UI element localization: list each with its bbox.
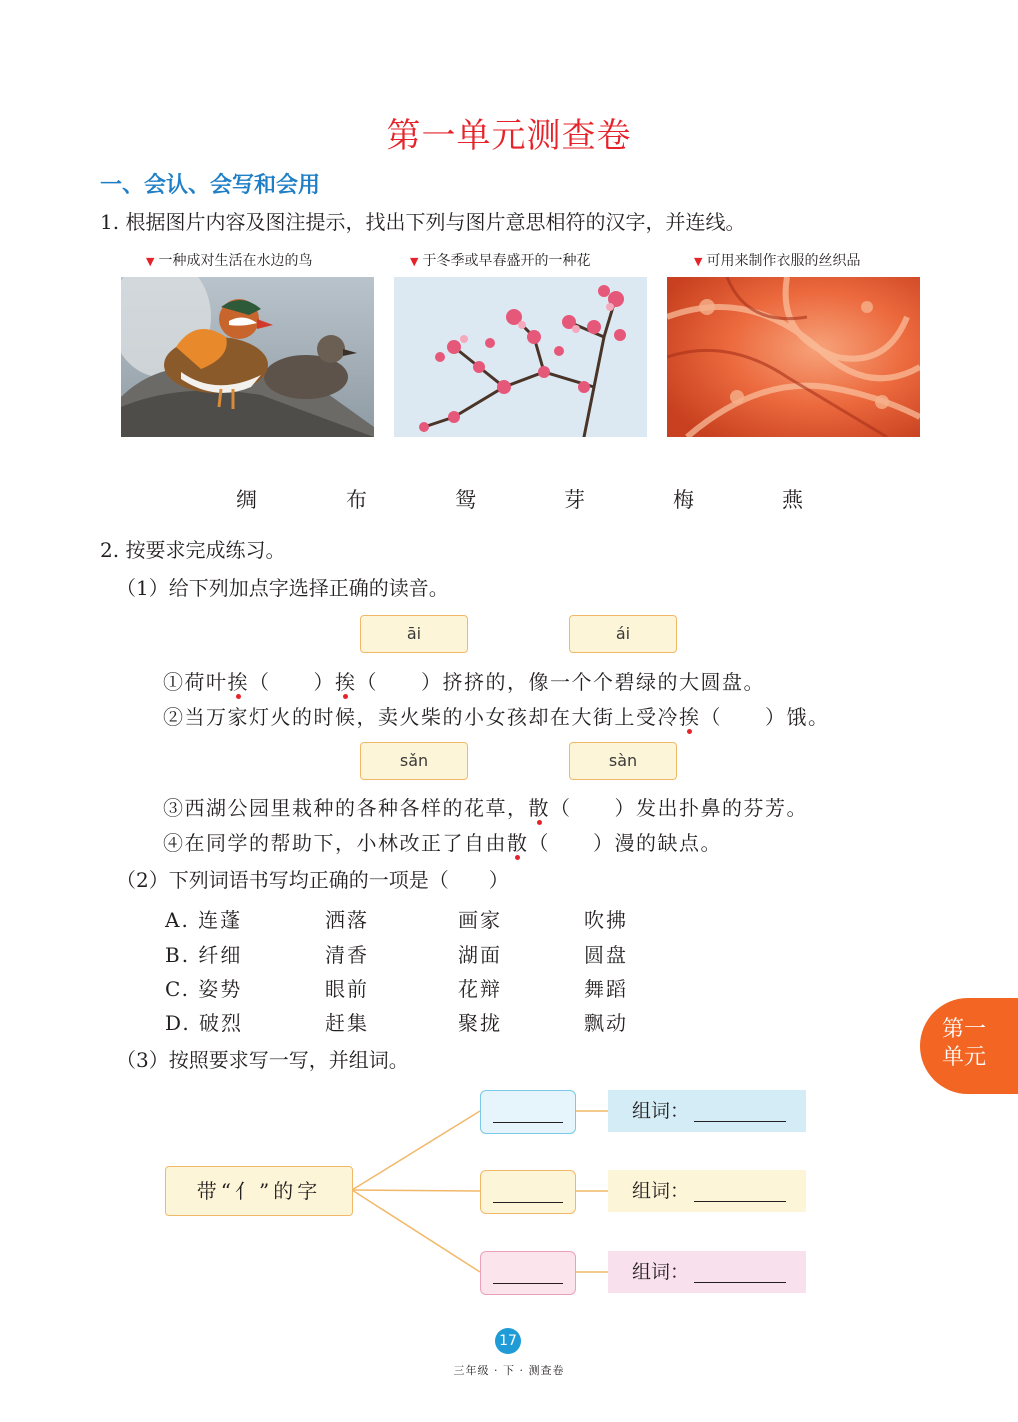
triangle-icon: ▼ xyxy=(146,255,155,268)
option-word: 飘动 xyxy=(584,1011,628,1035)
triangle-icon: ▼ xyxy=(694,255,703,268)
word-field-3[interactable]: 组词： xyxy=(608,1251,806,1293)
answer-blank[interactable]: （ ）发出扑鼻的芬芳。 xyxy=(550,796,808,820)
answer-blank[interactable]: （ ）挤挤的，像一个个碧绿的大圆盘。 xyxy=(356,670,765,694)
option-d[interactable]: D. 破烈 xyxy=(165,1011,244,1035)
option-word: 洒落 xyxy=(325,908,369,932)
option-word: 湖面 xyxy=(458,943,502,967)
question-1: 1. 根据图片内容及图注提示，找出下列与图片意思相符的汉字，并连线。 xyxy=(100,210,746,234)
sentence-4: ④在同学的帮助下，小林改正了自由散（ ）漫的缺点。 xyxy=(163,831,722,855)
char-item[interactable]: 芽 xyxy=(564,488,585,512)
triangle-icon: ▼ xyxy=(410,255,419,268)
char-item[interactable]: 梅 xyxy=(673,488,694,512)
page-title: 第一单元测查卷 xyxy=(386,116,632,156)
caption-1: ▼ 一种成对生活在水边的鸟 xyxy=(146,253,313,269)
word-field-1[interactable]: 组词： xyxy=(608,1090,806,1132)
option-b[interactable]: B. 纤细 xyxy=(165,943,243,967)
option-word: 圆盘 xyxy=(584,943,628,967)
char-item[interactable]: 燕 xyxy=(782,488,803,512)
option-word: 赶集 xyxy=(325,1011,369,1035)
option-word: 聚拢 xyxy=(458,1011,502,1035)
option-word: 花辩 xyxy=(458,977,502,1001)
dotted-char: 挨 xyxy=(227,670,249,694)
char-item[interactable]: 布 xyxy=(346,488,367,512)
radical-box: 带“亻”的字 xyxy=(165,1166,353,1216)
pinyin-option[interactable]: sàn xyxy=(569,742,677,780)
caption-2: ▼ 于冬季或早春盛开的一种花 xyxy=(410,253,591,269)
part-1-label: （1）给下列加点字选择正确的读音。 xyxy=(116,576,449,600)
char-blank-1[interactable] xyxy=(480,1090,576,1134)
sentence-1: ①荷叶挨（ ）挨（ ）挤挤的，像一个个碧绿的大圆盘。 xyxy=(163,670,765,694)
pinyin-option[interactable]: sǎn xyxy=(360,742,468,780)
dotted-char: 散 xyxy=(528,796,550,820)
section-heading: 一、会认、会写和会用 xyxy=(100,173,321,198)
part-3-label: （3）按照要求写一写，并组词。 xyxy=(116,1048,409,1072)
option-word: 画家 xyxy=(458,908,502,932)
part-2-label: （2）下列词语书写均正确的一项是（ ） xyxy=(116,868,509,892)
pinyin-option[interactable]: āi xyxy=(360,615,468,653)
option-word: 清香 xyxy=(325,943,369,967)
dotted-char: 挨 xyxy=(679,705,701,729)
page-number: 17 xyxy=(495,1328,521,1354)
footer-text: 三年级 · 下 · 测查卷 xyxy=(453,1364,565,1377)
question-2: 2. 按要求完成练习。 xyxy=(100,538,286,562)
option-a[interactable]: A. 连蓬 xyxy=(165,908,243,932)
unit-tab: 第一 单元 xyxy=(920,998,1018,1094)
char-blank-2[interactable] xyxy=(480,1170,576,1214)
word-field-2[interactable]: 组词： xyxy=(608,1170,806,1212)
option-word: 吹拂 xyxy=(584,908,628,932)
dotted-char: 散 xyxy=(507,831,529,855)
sentence-2: ②当万家灯火的时候，卖火柴的小女孩却在大街上受冷挨（ ）饿。 xyxy=(163,705,830,729)
pinyin-option[interactable]: ái xyxy=(569,615,677,653)
char-item[interactable]: 鸳 xyxy=(455,488,476,512)
sentence-3: ③西湖公园里栽种的各种各样的花草，散（ ）发出扑鼻的芬芳。 xyxy=(163,796,808,820)
char-blank-3[interactable] xyxy=(480,1251,576,1295)
answer-blank[interactable]: （ ）饿。 xyxy=(700,705,830,729)
caption-3: ▼ 可用来制作衣服的丝织品 xyxy=(694,253,861,269)
option-word: 眼前 xyxy=(325,977,369,1001)
char-item[interactable]: 绸 xyxy=(236,488,257,512)
dotted-char: 挨 xyxy=(335,670,357,694)
option-c[interactable]: C. 姿势 xyxy=(165,977,243,1001)
answer-blank[interactable]: （ ） xyxy=(249,670,335,694)
answer-blank[interactable]: （ ）漫的缺点。 xyxy=(528,831,722,855)
option-word: 舞蹈 xyxy=(584,977,628,1001)
